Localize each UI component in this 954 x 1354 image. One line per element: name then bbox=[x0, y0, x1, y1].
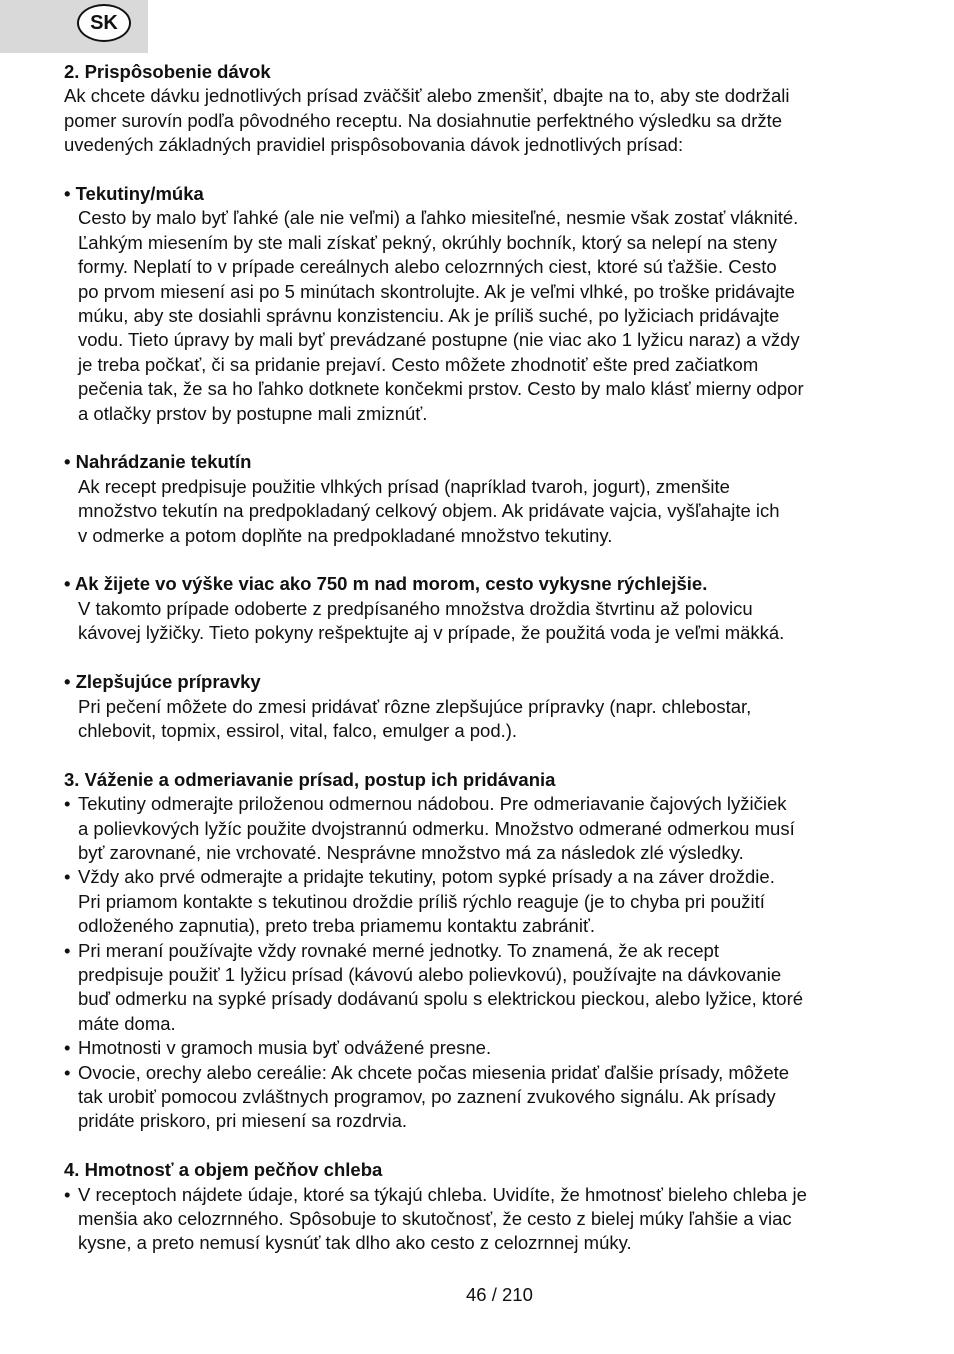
text-line: Pri pečení môžete do zmesi pridávať rôzne zlepšujúce prípravky (napr. chlebostar, bbox=[78, 695, 752, 717]
text-line: vodu. Tieto úpravy by mali byť prevádzané postupne (nie viac ako 1 lyžicu naraz) a vždy bbox=[78, 329, 800, 351]
improvers-heading: • Zlepšujúce prípravky bbox=[64, 671, 261, 693]
bullet-icon: • bbox=[64, 866, 71, 888]
text-line: a otlačky prstov by postupne mali zmiznúť. bbox=[78, 402, 428, 424]
language-badge: SK bbox=[77, 4, 131, 42]
page-total: / 210 bbox=[491, 1284, 533, 1305]
text-line: chlebovit, topmix, essirol, vital, falco, emulger a pod.). bbox=[78, 719, 518, 741]
bullet-icon: • bbox=[64, 1183, 71, 1205]
text-line: tak urobiť pomocou zvláštnych programov, po zaznení zvukového signálu. Ak prísady bbox=[78, 1085, 776, 1107]
bullet-icon: • bbox=[64, 793, 71, 815]
text-line: a polievkových lyžíc použite dvojstrannú odmerku. Množstvo odmerané odmerkou musí bbox=[78, 817, 795, 839]
text-line: menšia ako celozrnného. Spôsobuje to skutočnosť, že cesto z bielej múky ľahšie a viac bbox=[78, 1208, 792, 1229]
list-item bbox=[64, 792, 896, 865]
text-line: Hmotnosti v gramoch musia byť odvážené presne. bbox=[78, 1037, 492, 1059]
text-line: Cesto by malo byť ľahké (ale nie veľmi) a ľahko miesiteľné, nesmie však zostať vláknité. bbox=[78, 207, 799, 229]
text-line: pomer surovín podľa pôvodného receptu. Na dosiahnutie perfektného výsledku sa držte bbox=[64, 109, 783, 131]
improvers-text bbox=[64, 695, 896, 744]
text-line: po prvom miesení asi po 5 minútach skontrolujte. Ak je veľmi vlhké, po troške pridávajte bbox=[78, 280, 795, 302]
text-line: formy. Neplatí to v prípade cereálnych alebo celozrnných ciest, ktoré sú ťažšie. Cesto bbox=[78, 256, 777, 278]
text-line: v odmerke a potom doplňte na predpokladané množstvo tekutiny. bbox=[78, 524, 613, 546]
text-line: múku, aby ste dosiahli správnu konzistenciu. Ak je príliš suché, po lyžiciach pridávajte bbox=[78, 305, 780, 327]
text-line: kysne, a preto nemusí kysnúť tak dlho ako cesto z celozrnnej múky. bbox=[78, 1232, 632, 1254]
text-line: pridáte priskoro, pri miesení sa rozdrvia. bbox=[78, 1110, 408, 1132]
text-line: je treba počkať, či sa pridanie prejaví. Cesto môžete zhodnotiť ešte pred začiatkom bbox=[78, 353, 759, 375]
altitude-text bbox=[64, 597, 896, 646]
text-line: kávovej lyžičky. Tieto pokyny rešpektujte aj v prípade, že použitá voda je veľmi mäkká. bbox=[78, 622, 785, 644]
section-2-heading: 2. Prispôsobenie dávok bbox=[64, 61, 271, 82]
bullet-icon: • bbox=[64, 939, 71, 961]
list-item bbox=[64, 865, 896, 938]
section-4-heading: 4. Hmotnosť a objem pečňov chleba bbox=[64, 1159, 383, 1181]
page-number: 46 bbox=[466, 1284, 487, 1305]
liquids-flour-heading: • Tekutiny/múka bbox=[64, 183, 204, 205]
list-item bbox=[64, 1061, 896, 1134]
text-line: Ľahkým miesením by ste mali získať pekný, okrúhly bochník, ktorý sa nelepí na steny bbox=[78, 231, 777, 253]
text-line: byť zarovnané, nie vrchovaté. Nesprávne množstvo má za následok zlé výsledky. bbox=[78, 841, 744, 863]
section-2-intro bbox=[64, 84, 896, 157]
altitude-heading: • Ak žijete vo výške viac ako 750 m nad morom, cesto vykysne rýchlejšie. bbox=[64, 573, 708, 595]
section-3-heading: 3. Váženie a odmeriavanie prísad, postup ich pridávania bbox=[64, 768, 556, 790]
bullet-icon: • bbox=[64, 1037, 71, 1059]
text-line: Ak chcete dávku jednotlivých prísad zväčšiť alebo zmenšiť, dbajte na to, aby ste dodržali bbox=[64, 85, 790, 107]
text-line: buď odmerku na sypké prísady dodávanú spolu s elektrickou pieckou, alebo lyžice, ktoré bbox=[78, 988, 804, 1010]
text-line: Ovocie, orechy alebo cereálie: Ak chcete počas miesenia pridať ďalšie prísady, môžete bbox=[78, 1061, 790, 1083]
bullet-icon: • bbox=[64, 1061, 71, 1083]
text-line: pečenia tak, že sa ho ľahko dotknete končekmi prstov. Cesto by malo klásť mierny odpor bbox=[78, 378, 804, 400]
page-footer bbox=[466, 1283, 533, 1307]
text-line: odloženého zapnutia), preto treba priamemu kontaktu zabrániť. bbox=[78, 915, 596, 937]
text-line: predpisuje použiť 1 lyžicu prísad (kávovú alebo polievkovú), používajte na dávkovanie bbox=[78, 963, 782, 985]
list-item bbox=[64, 939, 896, 1037]
text-line: V receptoch nájdete údaje, ktoré sa týkajú chleba. Uvidíte, že hmotnosť bieleho chleba je bbox=[78, 1183, 807, 1205]
text-line: Ak recept predpisuje použitie vlhkých prísad (napríklad tvaroh, jogurt), zmenšite bbox=[78, 475, 730, 497]
text-line: máte doma. bbox=[78, 1012, 176, 1034]
text-line: Tekutiny odmerajte priloženou odmernou nádobou. Pre odmeriavanie čajových lyžičiek bbox=[78, 793, 787, 815]
list-item bbox=[64, 1036, 896, 1060]
text-line: Pri priamom kontakte s tekutinou droždie príliš rýchlo reaguje (je to chyba pri použití bbox=[78, 890, 765, 912]
language-tab bbox=[0, 0, 148, 53]
text-line: množstvo tekutín na predpokladaný celkový objem. Ak pridávate vajcia, vyšľahajte ich bbox=[78, 500, 780, 522]
text-line: uvedených základných pravidiel prispôsobovania dávok jednotlivých prísad: bbox=[64, 134, 684, 156]
text-line: V takomto prípade odoberte z predpísaného množstva droždia štvrtinu až polovicu bbox=[78, 597, 753, 619]
text-line: Vždy ako prvé odmerajte a pridajte tekutiny, potom sypké prísady a na záver droždie. bbox=[78, 866, 775, 888]
liquid-replacement-heading: • Nahrádzanie tekutín bbox=[64, 451, 252, 473]
text-line: Pri meraní používajte vždy rovnaké merné jednotky. To znamená, že ak recept bbox=[78, 939, 719, 961]
page-content bbox=[64, 60, 896, 1256]
liquid-replacement-text bbox=[64, 475, 896, 548]
liquids-flour-text bbox=[64, 206, 896, 426]
list-item bbox=[64, 1183, 896, 1256]
